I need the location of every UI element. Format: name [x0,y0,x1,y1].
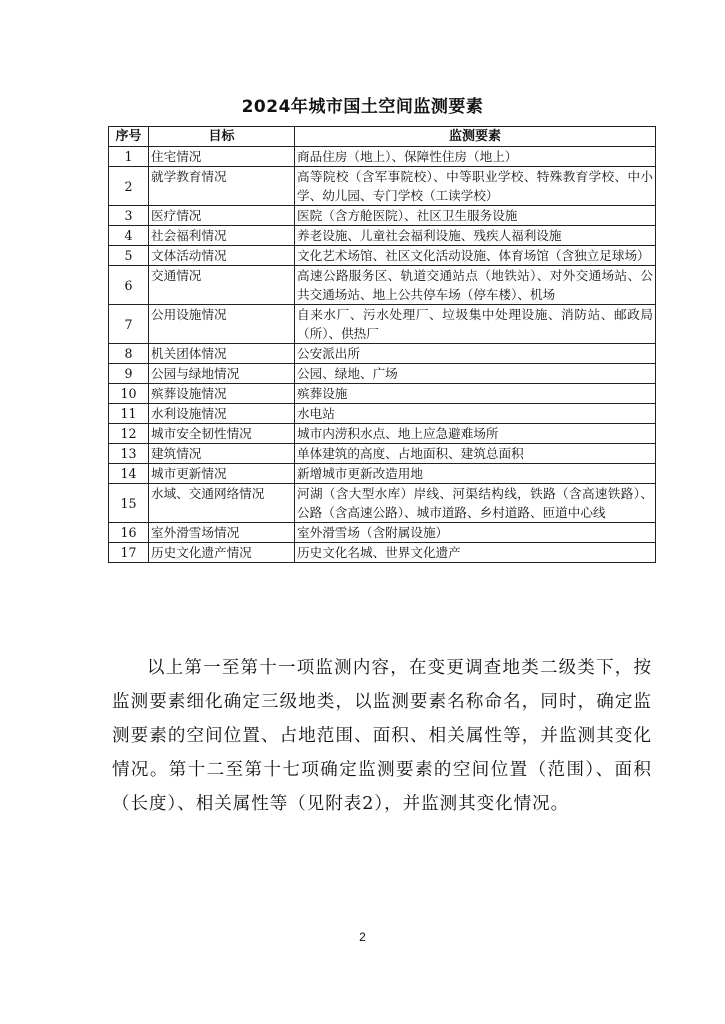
row-goal-cell: 城市安全韧性情况 [149,424,295,444]
row-number-cell: 11 [109,404,149,424]
header-no: 序号 [109,127,149,147]
row-elements-cell: 文化艺术场馆、社区文化活动设施、体育场馆（含独立足球场） [295,246,656,266]
row-goal-cell: 城市更新情况 [149,464,295,484]
row-goal-cell: 社会福利情况 [149,226,295,246]
table-row [109,226,656,246]
row-number-cell: 14 [109,464,149,484]
row-number-cell: 8 [109,344,149,364]
row-number-cell: 12 [109,424,149,444]
row-goal-cell: 交通情况 [149,266,295,305]
row-goal-cell: 历史文化遗产情况 [149,543,295,563]
row-goal-cell: 机关团体情况 [149,344,295,364]
document-title: 2024年城市国土空间监测要素 [241,97,484,117]
row-goal-cell: 公用设施情况 [149,305,295,344]
table-row [109,305,656,344]
page-number: 2 [359,930,366,944]
row-number-cell: 7 [109,305,149,344]
row-elements-cell: 城市内涝积水点、地上应急避难场所 [295,424,656,444]
table-row [109,384,656,404]
row-elements-cell: 养老设施、儿童社会福利设施、残疾人福利设施 [295,226,656,246]
row-elements-cell: 高速公路服务区、轨道交通站点（地铁站）、对外交通场站、公共交通场站、地上公共停车场（停车楼）、机场 [295,266,656,305]
row-goal-cell: 水域、交通网络情况 [149,484,295,523]
monitoring-elements-table [108,126,656,563]
row-elements-cell: 自来水厂、污水处理厂、垃圾集中处理设施、消防站、邮政局（所）、供热厂 [295,305,656,344]
table-row [109,266,656,305]
row-elements-cell: 公园、绿地、广场 [295,364,656,384]
row-number-cell: 4 [109,226,149,246]
row-number-cell: 6 [109,266,149,305]
row-number-cell: 1 [109,147,149,167]
row-goal-cell: 殡葬设施情况 [149,384,295,404]
row-elements-cell: 高等院校（含军事院校）、中等职业学校、特殊教育学校、中小学、幼儿园、专门学校（工读学校） [295,167,656,206]
header-goal: 目标 [149,127,295,147]
row-number-cell: 9 [109,364,149,384]
table-row [109,344,656,364]
table-row [109,246,656,266]
table-row [109,364,656,384]
row-elements-cell: 殡葬设施 [295,384,656,404]
table-row [109,404,656,424]
row-goal-cell: 住宅情况 [149,147,295,167]
table-row [109,543,656,563]
row-elements-cell: 水电站 [295,404,656,424]
row-number-cell: 15 [109,484,149,523]
row-goal-cell: 水利设施情况 [149,404,295,424]
row-elements-cell: 室外滑雪场（含附属设施） [295,523,656,543]
row-goal-cell: 室外滑雪场情况 [149,523,295,543]
row-elements-cell: 新增城市更新改造用地 [295,464,656,484]
table-row [109,424,656,444]
row-number-cell: 16 [109,523,149,543]
row-number-cell: 3 [109,206,149,226]
row-elements-cell: 历史文化名城、世界文化遗产 [295,543,656,563]
row-goal-cell: 医疗情况 [149,206,295,226]
row-number-cell: 13 [109,444,149,464]
table-row [109,484,656,523]
row-goal-cell: 就学教育情况 [149,167,295,206]
row-number-cell: 2 [109,167,149,206]
table-row [109,167,656,206]
row-elements-cell: 医院（含方舱医院）、社区卫生服务设施 [295,206,656,226]
table-row [109,523,656,543]
body-paragraph: 以上第一至第十一项监测内容，在变更调查地类二级类下，按监测要素细化确定三级地类，以监测要素名称命名，同时，确定监测要素的空间位置、占地范围、面积、相关属性等，并监测其变化情况。第十二至第十七项确定监测要素的空间位置（范围）、面积（长度）、相关属性等（见附表2），并监测其变化情况。 [112,658,652,814]
row-elements-cell: 单体建筑的高度、占地面积、建筑总面积 [295,444,656,464]
table-header-row [109,127,656,147]
table-row [109,464,656,484]
table-row [109,206,656,226]
row-elements-cell: 商品住房（地上）、保障性住房（地上） [295,147,656,167]
header-elements: 监测要素 [295,127,656,147]
table-row [109,147,656,167]
row-elements-cell: 河湖（含大型水库）岸线、河渠结构线，铁路（含高速铁路）、公路（含高速公路）、城市道路、乡村道路、匝道中心线 [295,484,656,523]
row-elements-cell: 公安派出所 [295,344,656,364]
row-number-cell: 10 [109,384,149,404]
row-goal-cell: 文体活动情况 [149,246,295,266]
table-row [109,444,656,464]
row-number-cell: 5 [109,246,149,266]
row-number-cell: 17 [109,543,149,563]
row-goal-cell: 公园与绿地情况 [149,364,295,384]
row-goal-cell: 建筑情况 [149,444,295,464]
